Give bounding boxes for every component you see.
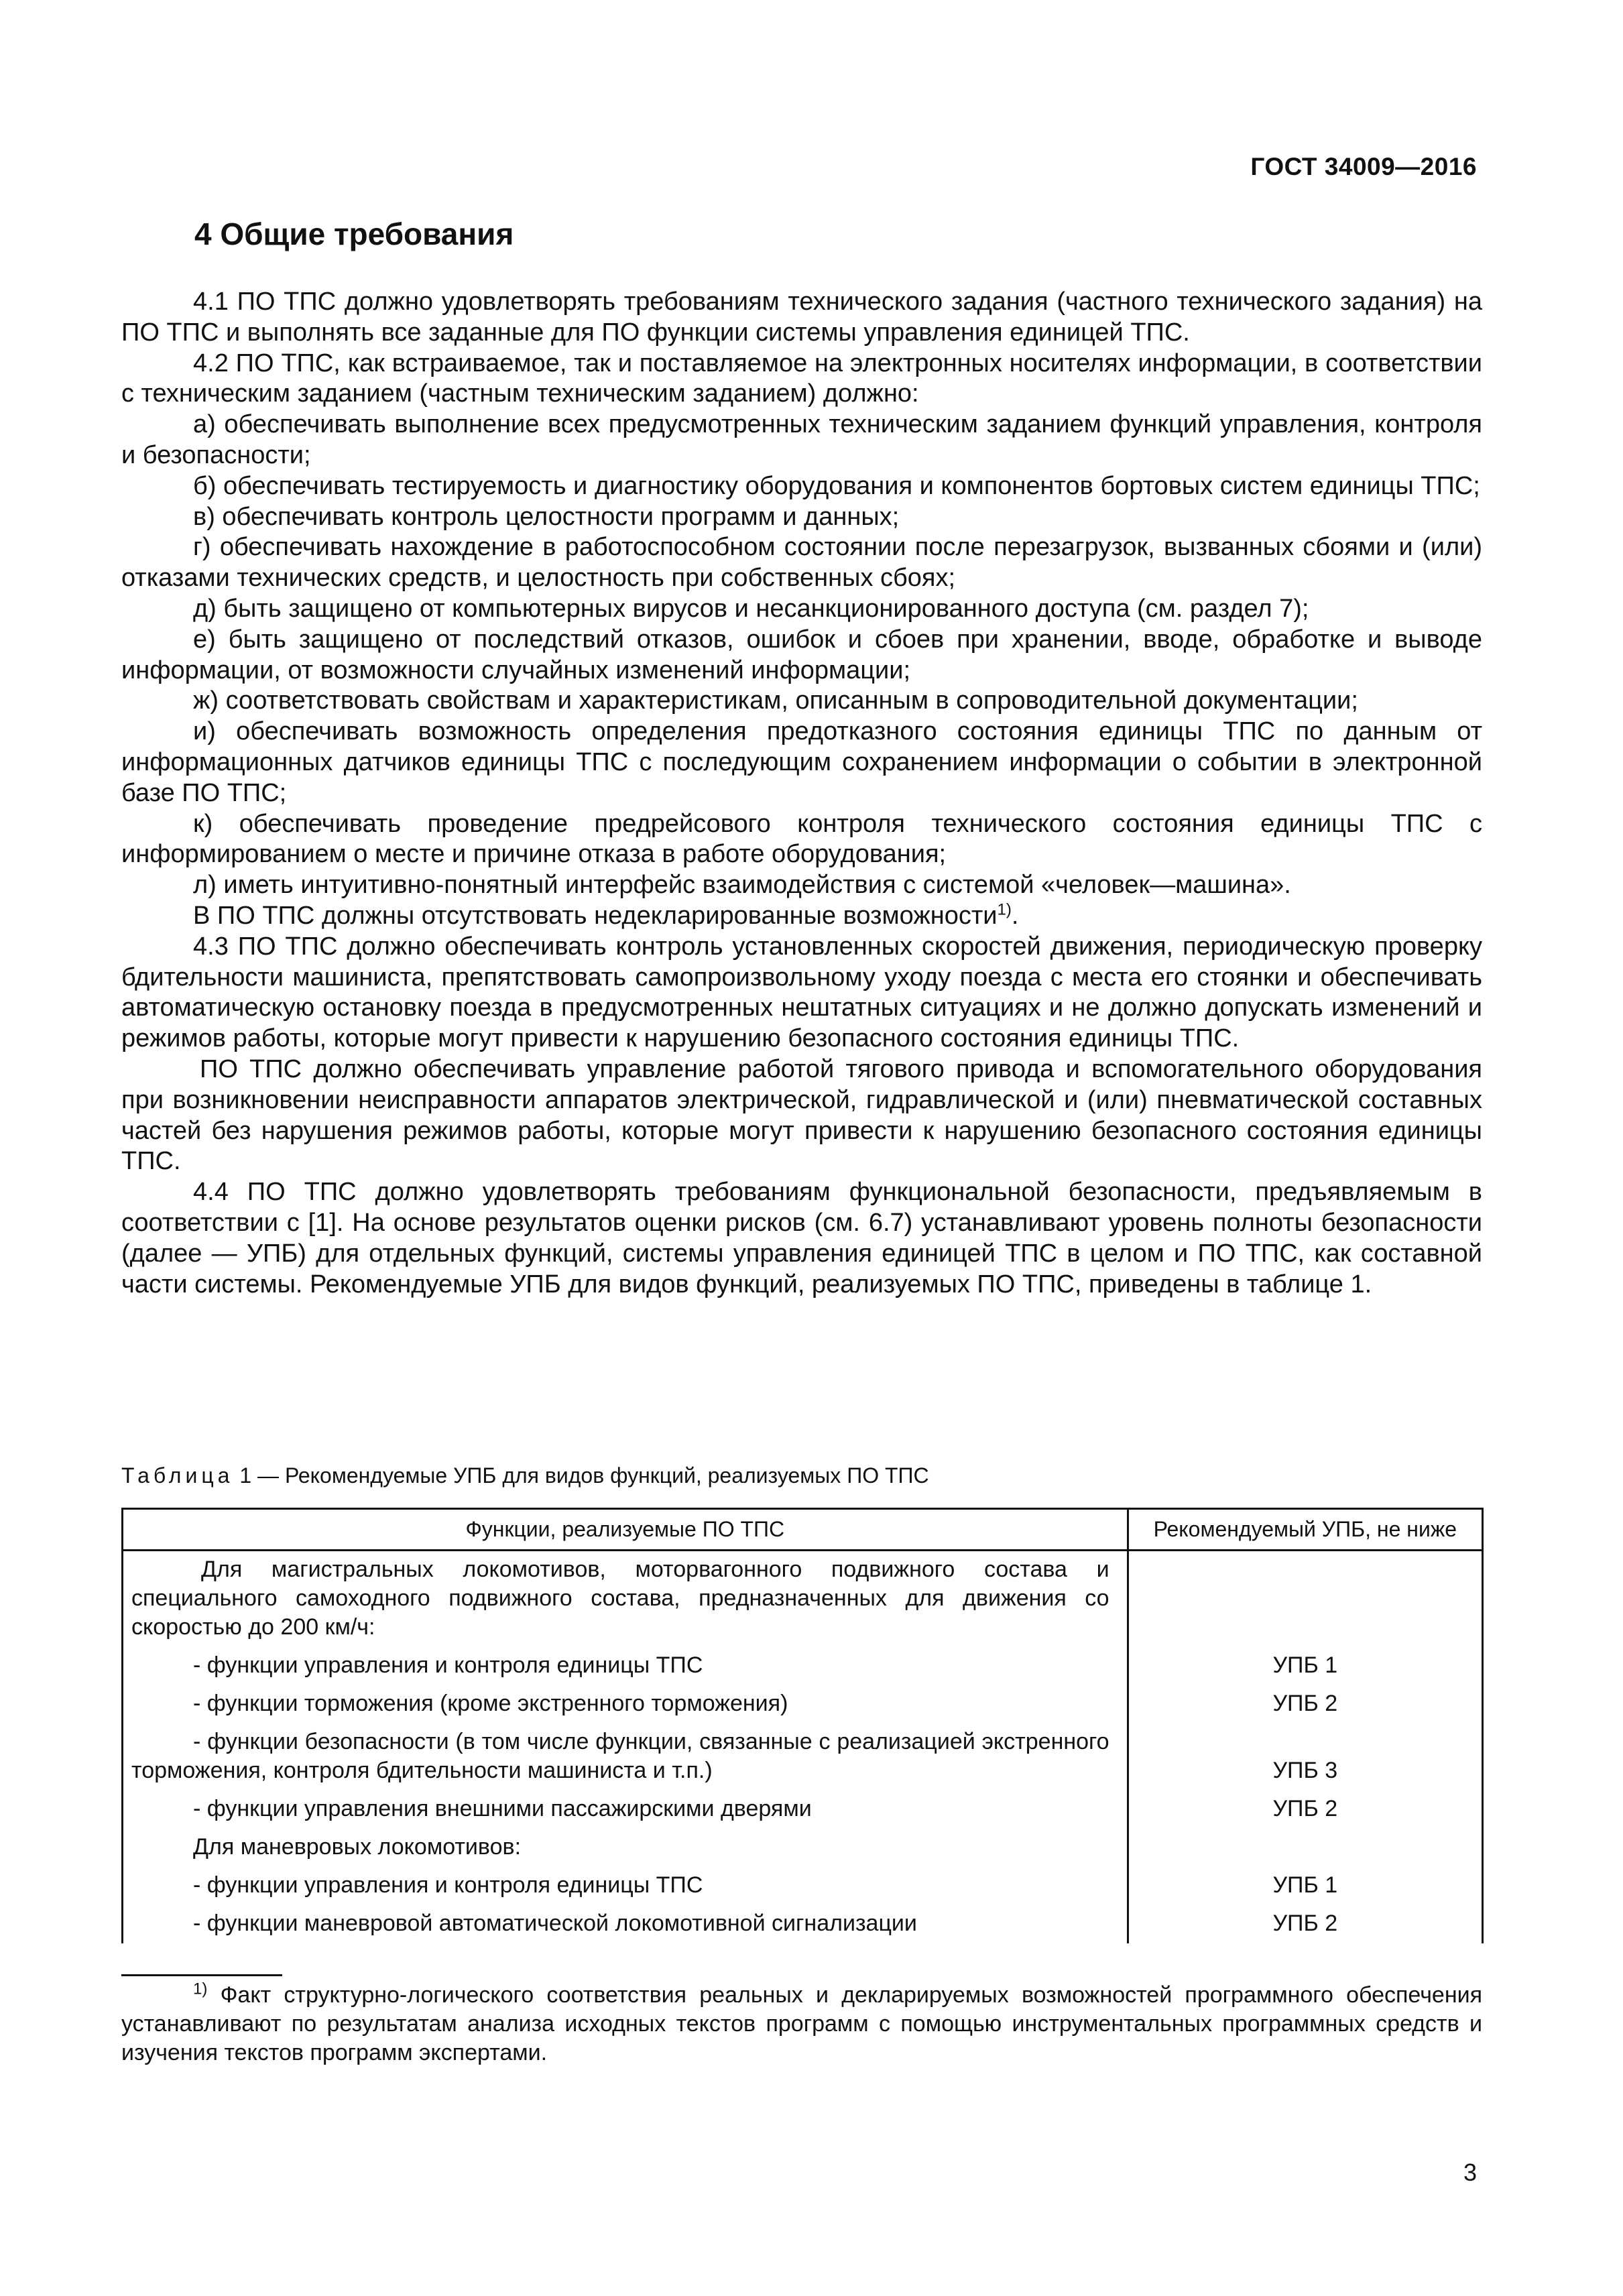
page-number: 3: [1463, 2159, 1477, 2186]
footnote-text: Факт структурно-логического соответствия реальных и декларируемых возможностей программного обеспечения устанавливают по результатам анализа исходных текстов программ с помощью инструментальных программных средств и изучения текстов программ экспертами.: [121, 1982, 1482, 2065]
level-cell: [1128, 1829, 1482, 1867]
table-header-row: [123, 1509, 1483, 1551]
table-row: [123, 1647, 1483, 1685]
paragraph: ПО ТПС должно обеспечивать управление работой тягового привода и вспомогательного оборудования при возникновении неисправности аппаратов электрической, гидравлической и (или) пневматической составных частей без нарушения режимов работы, которые могут привести к нарушению безопасного состояния единицы ТПС.: [121, 1054, 1482, 1176]
table-row: [123, 1867, 1483, 1905]
table-row: [123, 1551, 1483, 1648]
level-cell: УПБ 2: [1128, 1905, 1482, 1943]
footnote-marker: 1): [193, 1980, 208, 1998]
list-item: г) обеспечивать нахождение в работоспособном состоянии после перезагрузок, вызванных сбоями и (или) отказами технических средств, и целостность при собственных сбоях;: [121, 533, 1482, 593]
list-item: в) обеспечивать контроль целостности программ и данных;: [193, 502, 900, 531]
footnote-ref: 1): [997, 900, 1012, 919]
function-cell: Для маневровых локомотивов:: [123, 1829, 1128, 1867]
footnote: [121, 1981, 1482, 2067]
column-header-level: Рекомендуемый УПБ, не ниже: [1128, 1509, 1482, 1551]
function-cell: - функции торможения (кроме экстренного торможения): [123, 1685, 1128, 1724]
paragraph: 4.1 ПО ТПС должно удовлетворять требованиям технического задания (частного технического задания) на ПО ТПС и выполнять все заданные для ПО функции системы управления единицей ТПС.: [121, 288, 1482, 347]
document-id: ГОСТ 34009—2016: [1250, 153, 1477, 180]
function-cell: Для магистральных локомотивов, моторвагонного подвижного состава и специального самоходного подвижного состава, предназначенных для движения со скоростью до 200 км/ч:: [123, 1551, 1128, 1648]
column-header-function: Функции, реализуемые ПО ТПС: [123, 1509, 1128, 1551]
level-cell: УПБ 2: [1128, 1685, 1482, 1724]
list-item: б) обеспечивать тестируемость и диагностику оборудования и компонентов бортовых систем единицы ТПС;: [193, 471, 1480, 500]
function-cell: - функции управления и контроля единицы ТПС: [123, 1647, 1128, 1685]
list-item: а) обеспечивать выполнение всех предусмотренных техническим заданием функций управления, контроля и безопасности;: [121, 410, 1482, 469]
table-row: [123, 1829, 1483, 1867]
paragraph: 4.2 ПО ТПС, как встраиваемое, так и поставляемое на электронных носителях информации, в соответствии с техническим заданием (частным техническим заданием) должно:: [121, 349, 1482, 408]
table-row: [123, 1724, 1483, 1791]
function-cell: - функции управления внешними пассажирскими дверями: [123, 1791, 1128, 1829]
paragraph: [121, 901, 1482, 932]
table-caption-text: 1 — Рекомендуемые УПБ для видов функций, реализуемых ПО ТПС: [233, 1463, 929, 1488]
list-item: и) обеспечивать возможность определения предотказного состояния единицы ТПС по данным от информационных датчиков единицы ТПС с последующим сохранением информации о событии в электронной базе ПО ТПС;: [121, 717, 1482, 807]
section-title: 4 Общие требования: [194, 217, 514, 251]
list-item: к) обеспечивать проведение предрейсового контроля технического состояния единицы ТПС с информированием о месте и причине отказа в работе оборудования;: [121, 809, 1482, 869]
level-cell: УПБ 1: [1128, 1647, 1482, 1685]
level-cell: УПБ 3: [1128, 1724, 1482, 1791]
paragraph: 4.4 ПО ТПС должно удовлетворять требованиям функциональной безопасности, предъявляемым в соответствии с [1]. На основе результатов оценки рисков (см. 6.7) устанавливают уровень полноты безопасности (далее — УПБ) для отдельных функций, системы управления единицей ТПС в целом и ПО ТПС, как составной части системы. Рекомендуемые УПБ для видов функций, реализуемых ПО ТПС, приведены в таблице 1.: [121, 1178, 1482, 1298]
table-caption-label: Таблица: [121, 1463, 234, 1488]
table-row: [123, 1905, 1483, 1943]
level-cell: УПБ 2: [1128, 1791, 1482, 1829]
upb-table: [121, 1508, 1484, 1943]
table-row: [123, 1791, 1483, 1829]
level-cell: [1128, 1551, 1482, 1648]
list-item: е) быть защищено от последствий отказов, ошибок и сбоев при хранении, вводе, обработке и выводе информации, от возможности случайных изменений информации;: [121, 625, 1482, 684]
level-cell: УПБ 1: [1128, 1867, 1482, 1905]
list-item: д) быть защищено от компьютерных вирусов и несанкционированного доступа (см. раздел 7);: [193, 594, 1309, 623]
list-item: л) иметь интуитивно-понятный интерфейс взаимодействия с системой «человек—машина».: [193, 871, 1291, 900]
table-caption: [121, 1463, 929, 1488]
function-cell: - функции управления и контроля единицы ТПС: [123, 1867, 1128, 1905]
paragraph: 4.3 ПО ТПС должно обеспечивать контроль установленных скоростей движения, периодическую проверку бдительности машиниста, препятствовать самопроизвольному уходу поезда с места его стоянки и обеспечивать автоматическую остановку поезда в предусмотренных нештатных ситуациях и не должно допускать изменений и режимов работы, которые могут привести к нарушению безопасного состояния единицы ТПС.: [121, 932, 1482, 1053]
function-cell: - функции маневровой автоматической локомотивной сигнализации: [123, 1905, 1128, 1943]
function-cell: - функции безопасности (в том числе функции, связанные с реализацией экстренного торможения, контроля бдительности машиниста и т.п.): [123, 1724, 1128, 1791]
sentence-end: .: [1011, 901, 1019, 930]
section-body: [121, 287, 1482, 1300]
footnote-divider: [121, 1974, 282, 1976]
list-item: ж) соответствовать свойствам и характеристикам, описанным в сопроводительной документации;: [193, 686, 1358, 715]
table-row: [123, 1685, 1483, 1724]
undeclared-text: В ПО ТПС должны отсутствовать недекларированные возможности: [193, 901, 998, 930]
